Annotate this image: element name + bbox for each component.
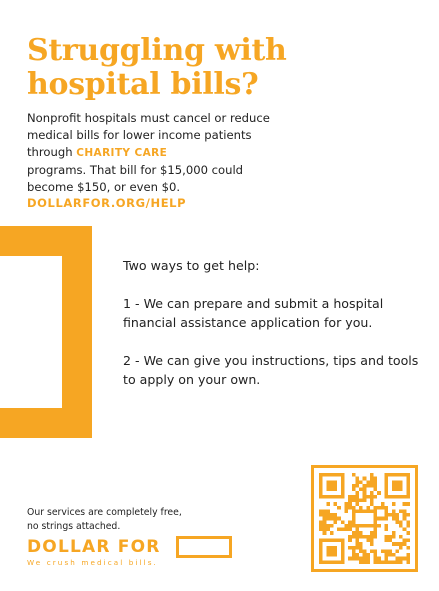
headline — [27, 34, 287, 102]
help-section — [123, 256, 423, 408]
logo-name: DOLLAR FOR — [27, 537, 161, 557]
help-option-2: 2 - We can give you instructions, tips and tools to apply on your own. — [123, 353, 419, 387]
qr-code-frame[interactable] — [311, 465, 418, 572]
intro-text-2: programs. That bill for $15,000 could become $150, or even $0. — [27, 163, 244, 194]
headline-line-2: hospital bills? — [27, 67, 259, 102]
charity-care-highlight: CHARITY CARE — [76, 147, 168, 159]
intro-paragraph — [27, 110, 287, 196]
logo-box-icon — [176, 536, 232, 558]
logo-tagline: We crush medical bills. — [27, 558, 158, 567]
decorative-bracket — [0, 226, 92, 438]
help-heading: Two ways to get help: — [123, 258, 260, 273]
headline-line-1: Struggling with — [27, 33, 287, 68]
intro-text-1: Nonprofit hospitals must cancel or reduce medical bills for lower income patients through — [27, 111, 270, 159]
footer-note — [27, 506, 182, 534]
dollar-for-logo — [27, 537, 242, 571]
help-link[interactable]: DOLLARFOR.ORG/HELP — [27, 196, 187, 210]
qr-code-icon — [319, 473, 410, 564]
help-option-1: 1 - We can prepare and submit a hospital financial assistance application for you. — [123, 296, 384, 330]
footer-note-line-1: Our services are completely free, — [27, 507, 182, 518]
footer-note-line-2: no strings attached. — [27, 521, 121, 532]
